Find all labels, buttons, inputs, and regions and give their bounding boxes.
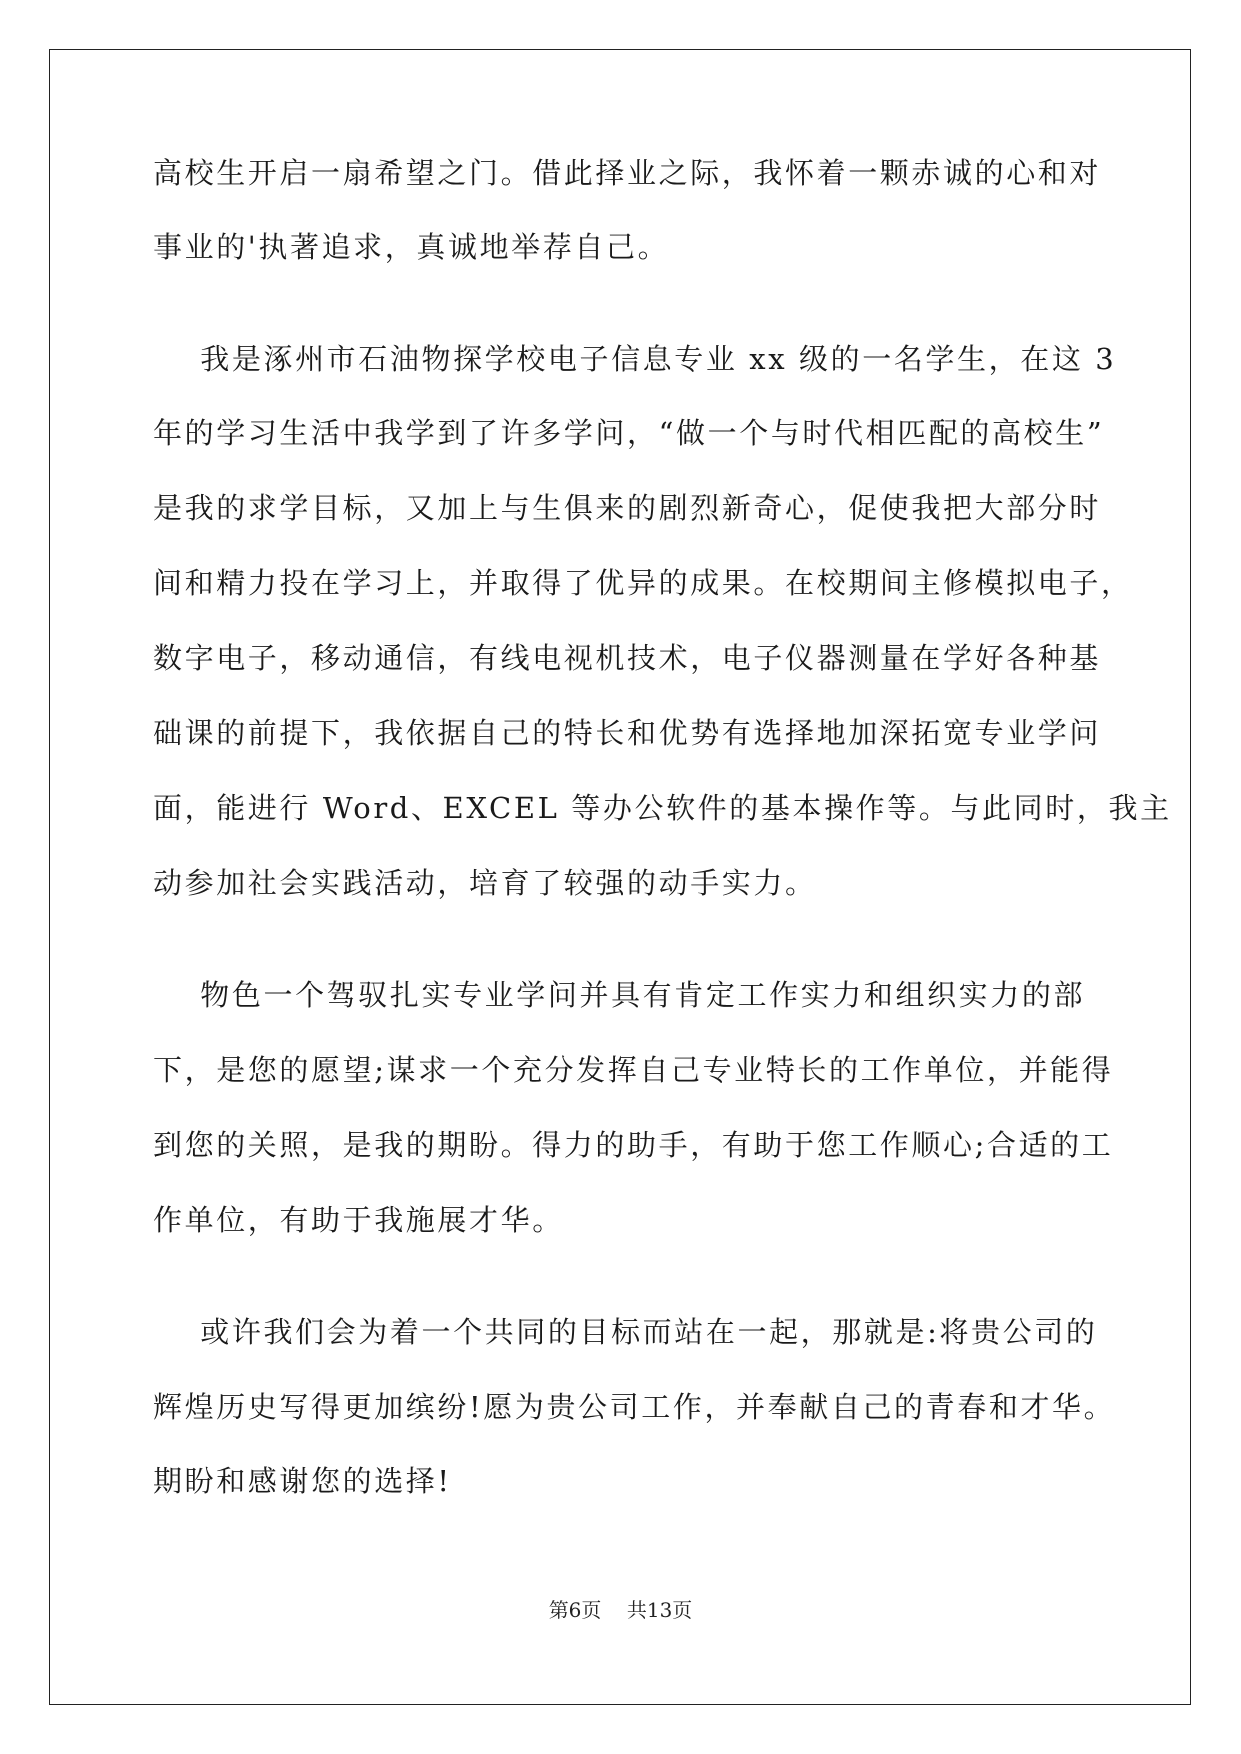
- body-line: 高校生开启一扇希望之门。借此择业之际，我怀着一颗赤诚的心和对: [153, 156, 1102, 190]
- body-line: 间和精力投在学习上，并取得了优异的成果。在校期间主修模拟电子，: [153, 566, 1133, 600]
- body-line: 事业的'执著追求，真诚地举荐自己。: [153, 230, 670, 264]
- body-line: 物色一个驾驭扎实专业学问并具有肯定工作实力和组织实力的部: [153, 978, 1086, 1012]
- body-line: 数字电子，移动通信，有线电视机技术，电子仪器测量在学好各种基: [153, 641, 1102, 675]
- body-line: 动参加社会实践活动，培育了较强的动手实力。: [153, 866, 817, 900]
- body-line: 到您的关照，是我的期盼。得力的助手，有助于您工作顺心;合适的工: [153, 1128, 1114, 1162]
- body-line: 础课的前提下，我依据自己的特长和优势有选择地加深拓宽专业学问: [153, 716, 1102, 750]
- body-line: 作单位，有助于我施展才华。: [153, 1203, 564, 1237]
- body-line: 年的学习生活中我学到了许多学问，“做一个与时代相匹配的高校生”: [153, 416, 1105, 450]
- body-line: 辉煌历史写得更加缤纷!愿为贵公司工作，并奉献自己的青春和才华。: [153, 1390, 1116, 1424]
- body-line: 我是涿州市石油物探学校电子信息专业 xx 级的一名学生，在这 3: [153, 342, 1117, 376]
- body-line: 或许我们会为着一个共同的目标而站在一起，那就是:将贵公司的: [153, 1315, 1098, 1349]
- body-line: 下，是您的愿望;谋求一个充分发挥自己专业特长的工作单位，并能得: [153, 1053, 1114, 1087]
- body-line: 期盼和感谢您的选择!: [153, 1464, 452, 1498]
- page-number-footer: 第6页 共13页: [548, 1598, 693, 1622]
- body-line: 面，能进行 Word、EXCEL 等办公软件的基本操作等。与此同时，我主: [153, 791, 1172, 825]
- body-line: 是我的求学目标，又加上与生俱来的剧烈新奇心，促使我把大部分时: [153, 491, 1102, 525]
